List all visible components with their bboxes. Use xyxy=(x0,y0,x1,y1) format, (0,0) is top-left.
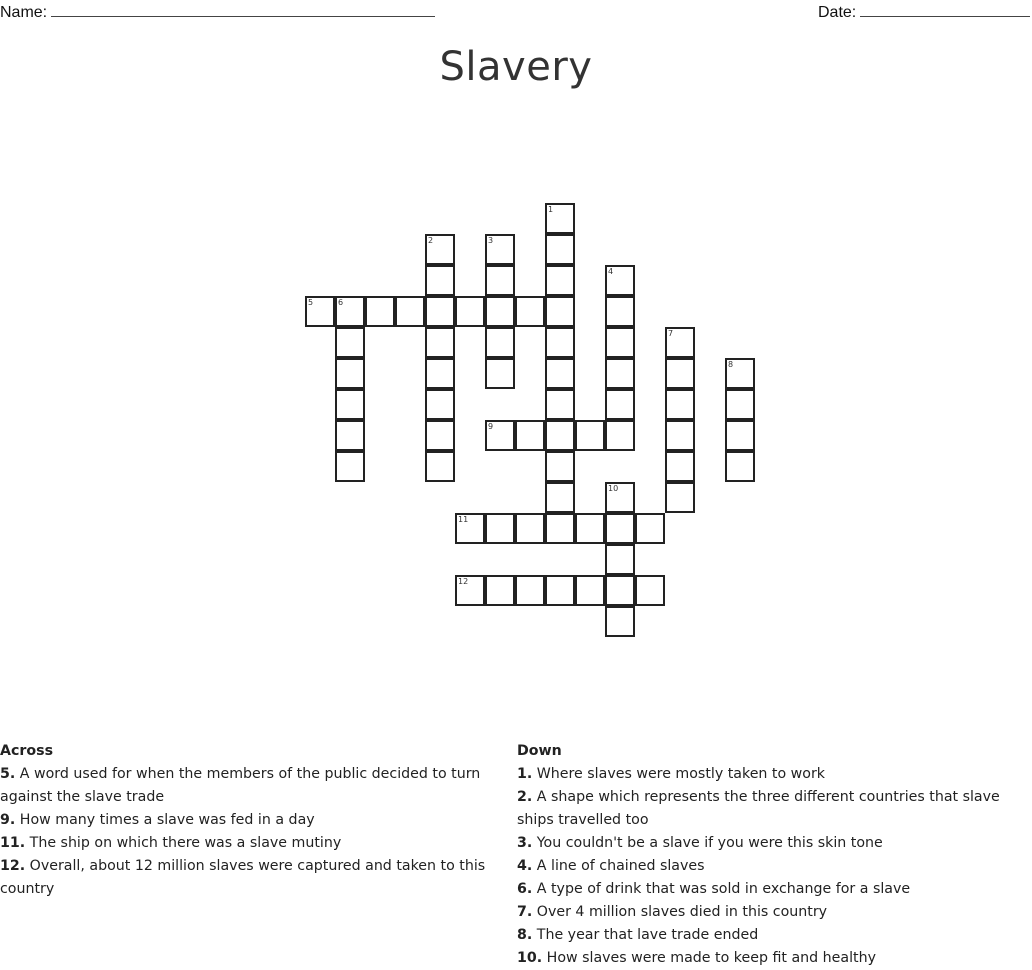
clue-number-label: 12 xyxy=(458,577,469,586)
crossword-cell[interactable] xyxy=(605,513,635,544)
crossword-cell[interactable] xyxy=(605,575,635,606)
crossword-cell[interactable] xyxy=(485,327,515,358)
clue-number: 5. xyxy=(0,766,16,782)
crossword-cell[interactable] xyxy=(545,482,575,513)
crossword-cell[interactable] xyxy=(425,234,455,265)
crossword-cell[interactable] xyxy=(575,575,605,606)
clue-number: 2. xyxy=(517,789,533,805)
clue-number-label: 10 xyxy=(608,484,619,493)
clue-number: 3. xyxy=(517,835,533,851)
crossword-cell[interactable] xyxy=(545,513,575,544)
crossword-cell[interactable] xyxy=(425,451,455,482)
clue-text: Where slaves were mostly taken to work xyxy=(536,766,826,782)
clue-item xyxy=(517,901,1027,924)
crossword-cell[interactable] xyxy=(545,296,575,327)
clue-item xyxy=(517,763,1027,786)
clue-number: 9. xyxy=(0,812,16,828)
clue-text: A type of drink that was sold in exchange for a slave xyxy=(536,881,911,897)
crossword-cell[interactable] xyxy=(515,513,545,544)
clue-item xyxy=(517,786,1027,832)
crossword-cell[interactable] xyxy=(515,420,545,451)
across-clues xyxy=(0,740,500,901)
crossword-cell[interactable] xyxy=(635,575,665,606)
crossword-cell[interactable] xyxy=(305,296,335,327)
clue-number-label: 9 xyxy=(488,422,494,431)
crossword-cell[interactable] xyxy=(575,513,605,544)
down-clues xyxy=(517,740,1027,970)
crossword-cell[interactable] xyxy=(335,451,365,482)
name-label: Name: xyxy=(0,4,48,21)
crossword-cell[interactable] xyxy=(485,296,515,327)
clue-text: Over 4 million slaves died in this country xyxy=(536,904,828,920)
crossword-cell[interactable] xyxy=(485,265,515,296)
crossword-cell[interactable] xyxy=(425,420,455,451)
crossword-cell[interactable] xyxy=(665,358,695,389)
crossword-cell[interactable] xyxy=(335,296,365,327)
clue-item xyxy=(517,947,1027,970)
crossword-cell[interactable] xyxy=(455,513,485,544)
crossword-cell[interactable] xyxy=(425,327,455,358)
crossword-cell[interactable] xyxy=(665,389,695,420)
across-clue-list xyxy=(0,763,500,901)
crossword-cell[interactable] xyxy=(725,358,755,389)
crossword-cell[interactable] xyxy=(485,513,515,544)
crossword-cell[interactable] xyxy=(485,420,515,451)
date-label: Date: xyxy=(818,4,857,21)
clue-item xyxy=(0,855,500,901)
clue-item xyxy=(517,924,1027,947)
crossword-cell[interactable] xyxy=(605,358,635,389)
crossword-cell[interactable] xyxy=(725,451,755,482)
clue-item xyxy=(517,832,1027,855)
crossword-cell[interactable] xyxy=(335,420,365,451)
clue-number-label: 8 xyxy=(728,360,734,369)
clue-number-label: 3 xyxy=(488,236,494,245)
crossword-cell[interactable] xyxy=(425,358,455,389)
clue-number: 1. xyxy=(517,766,533,782)
clue-number-label: 1 xyxy=(548,205,554,214)
crossword-cell[interactable] xyxy=(545,203,575,234)
crossword-cell[interactable] xyxy=(485,234,515,265)
crossword-cell[interactable] xyxy=(665,327,695,358)
crossword-cell[interactable] xyxy=(635,513,665,544)
crossword-cell[interactable] xyxy=(665,482,695,513)
clue-text: A shape which represents the three different countries that slave ships travelled too xyxy=(517,789,1000,828)
across-heading: Across xyxy=(0,743,54,759)
clue-number-label: 2 xyxy=(428,236,434,245)
crossword-cell[interactable] xyxy=(545,234,575,265)
clue-number: 7. xyxy=(517,904,533,920)
crossword-cell[interactable] xyxy=(605,544,635,575)
crossword-cell[interactable] xyxy=(485,575,515,606)
crossword-cell[interactable] xyxy=(605,420,635,451)
crossword-cell[interactable] xyxy=(335,389,365,420)
crossword-cell[interactable] xyxy=(395,296,425,327)
crossword-cell[interactable] xyxy=(335,327,365,358)
clue-number: 4. xyxy=(517,858,533,874)
clue-text: A line of chained slaves xyxy=(536,858,705,874)
clue-text: Overall, about 12 million slaves were captured and taken to this country xyxy=(0,858,486,897)
crossword-cell[interactable] xyxy=(605,265,635,296)
crossword-cell[interactable] xyxy=(455,575,485,606)
crossword-cell[interactable] xyxy=(335,358,365,389)
clue-text: How many times a slave was fed in a day xyxy=(19,812,315,828)
crossword-cell[interactable] xyxy=(545,327,575,358)
clue-number-label: 6 xyxy=(338,298,344,307)
crossword-cell[interactable] xyxy=(545,358,575,389)
clue-number-label: 7 xyxy=(668,329,674,338)
clue-item xyxy=(0,763,500,809)
clue-number-label: 5 xyxy=(308,298,314,307)
clue-number-label: 11 xyxy=(458,515,469,524)
crossword-cell[interactable] xyxy=(515,296,545,327)
clue-text: The year that lave trade ended xyxy=(536,927,759,943)
clue-item xyxy=(517,855,1027,878)
crossword-cell[interactable] xyxy=(575,420,605,451)
crossword-cell[interactable] xyxy=(365,296,395,327)
clue-item xyxy=(0,832,500,855)
crossword-cell[interactable] xyxy=(545,389,575,420)
clue-number: 12. xyxy=(0,858,26,874)
down-clue-list xyxy=(517,763,1027,970)
crossword-cell[interactable] xyxy=(605,296,635,327)
crossword-cell[interactable] xyxy=(605,327,635,358)
crossword-cell[interactable] xyxy=(425,389,455,420)
crossword-cell[interactable] xyxy=(725,389,755,420)
clue-number: 11. xyxy=(0,835,26,851)
clue-item xyxy=(517,878,1027,901)
crossword-cell[interactable] xyxy=(425,265,455,296)
crossword-cell[interactable] xyxy=(605,606,635,637)
crossword-cell[interactable] xyxy=(605,389,635,420)
crossword-cell[interactable] xyxy=(425,296,455,327)
crossword-cell[interactable] xyxy=(485,358,515,389)
clue-number: 10. xyxy=(517,950,543,966)
crossword-cell[interactable] xyxy=(725,420,755,451)
crossword-cell[interactable] xyxy=(545,575,575,606)
clue-text: How slaves were made to keep fit and healthy xyxy=(546,950,876,966)
crossword-cell[interactable] xyxy=(515,575,545,606)
down-heading: Down xyxy=(517,743,562,759)
crossword-cell[interactable] xyxy=(545,265,575,296)
clue-text: You couldn't be a slave if you were this skin tone xyxy=(536,835,883,851)
clue-number: 8. xyxy=(517,927,533,943)
page-title: Slavery xyxy=(439,44,593,90)
clue-text: A word used for when the members of the public decided to turn against the slave trade xyxy=(0,766,481,805)
clue-number: 6. xyxy=(517,881,533,897)
clue-item xyxy=(0,809,500,832)
crossword-cell[interactable] xyxy=(605,482,635,513)
crossword-cell[interactable] xyxy=(545,451,575,482)
clue-number-label: 4 xyxy=(608,267,614,276)
clue-text: The ship on which there was a slave mutiny xyxy=(29,835,342,851)
crossword-cell[interactable] xyxy=(545,420,575,451)
crossword-cell[interactable] xyxy=(455,296,485,327)
crossword-cell[interactable] xyxy=(665,420,695,451)
crossword-cell[interactable] xyxy=(665,451,695,482)
